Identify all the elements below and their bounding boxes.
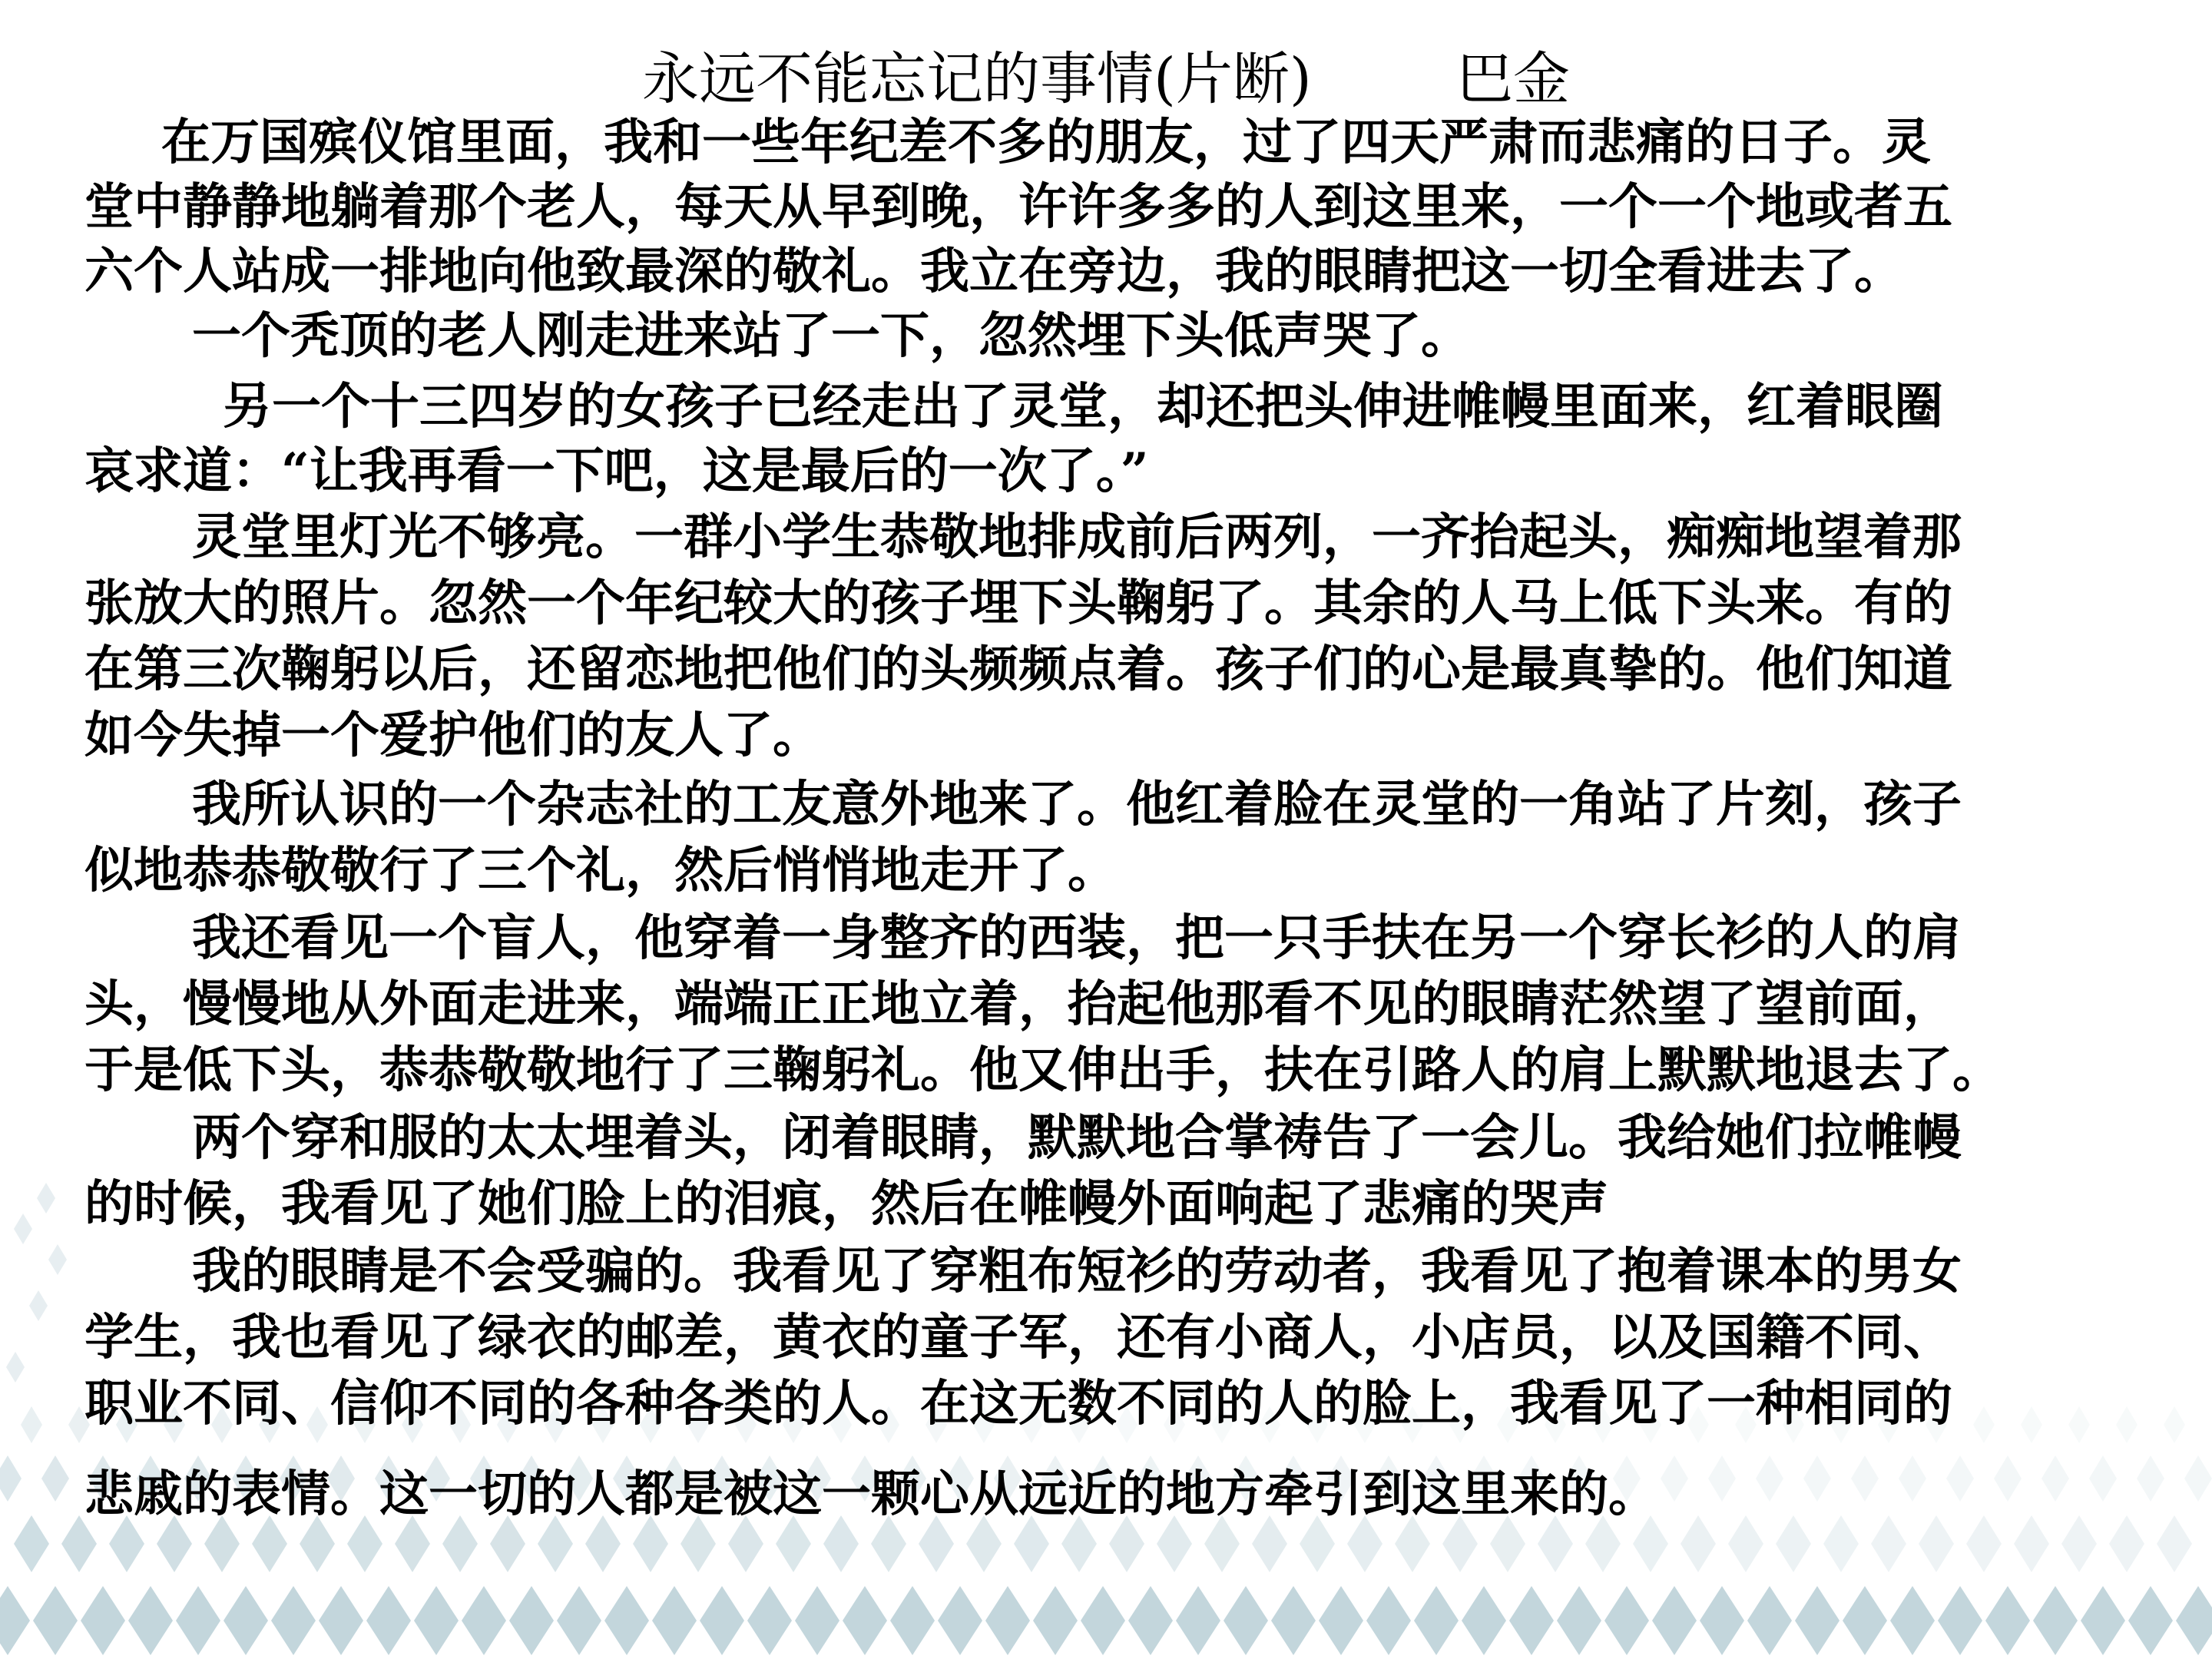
text-line: 哀求道：“让我再看一下吧，这是最后的一次了。” — [84, 442, 1149, 500]
diamond-shape — [176, 1586, 220, 1655]
diamond-shape — [462, 1586, 506, 1655]
diamond-shape — [1081, 1586, 1125, 1655]
diamond-shape — [81, 1586, 125, 1655]
text-line: 我的眼睛是不会受骗的。我看见了穿粗布短衫的劳动者，我看见了抱着课本的男女 — [192, 1243, 1962, 1300]
diamond-shape — [2109, 1515, 2144, 1572]
diamond-shape — [795, 1586, 839, 1655]
diamond-shape — [29, 1290, 48, 1321]
diamond-shape — [0, 1586, 30, 1655]
diamond-shape — [37, 1183, 55, 1214]
diamond-shape — [1033, 1586, 1078, 1655]
diamond-shape — [14, 1515, 49, 1572]
diamond-shape — [414, 1586, 459, 1655]
diamond-shape — [128, 1586, 173, 1655]
diamond-shape — [1966, 1515, 2002, 1572]
diamond-shape — [2068, 1406, 2090, 1443]
diamond-shape — [2089, 1455, 2117, 1502]
diamond-shape — [33, 1586, 78, 1655]
diamond-shape — [1946, 1455, 1974, 1502]
diamond-shape — [890, 1586, 935, 1655]
text-line: 于是低下头，恭恭敬敬地行了三鞠躬礼。他又伸出手，扶在引路人的肩上默默地退去了。 — [84, 1041, 2002, 1099]
diamond-shape — [1919, 1515, 1954, 1572]
diamond-shape — [747, 1586, 792, 1655]
diamond-shape — [1795, 1586, 1839, 1655]
diamond-shape — [2081, 1586, 2125, 1655]
diamond-shape — [1938, 1586, 1982, 1655]
diamond-shape — [1994, 1455, 2022, 1502]
diamond-shape — [1681, 1515, 1716, 1572]
diamond-shape — [224, 1586, 268, 1655]
diamond-shape — [2021, 1406, 2042, 1443]
diamond-shape — [1176, 1586, 1220, 1655]
diamond-shape — [1890, 1586, 1935, 1655]
diamond-shape — [2041, 1455, 2069, 1502]
text-line: 另一个十三四岁的女孩子已经走出了灵堂，却还把头伸进帷幔里面来，红着眼圈 — [223, 378, 1943, 435]
diamond-shape — [1700, 1586, 1744, 1655]
diamond-shape — [1973, 1406, 1995, 1443]
diamond-shape — [1414, 1586, 1459, 1655]
diamond-shape — [319, 1586, 363, 1655]
diamond-shape — [1509, 1586, 1554, 1655]
diamond-shape — [2176, 1586, 2212, 1655]
diamond-shape — [271, 1586, 316, 1655]
text-line: 六个人站成一排地向他致最深的敬礼。我立在旁边，我的眼睛把这一切全看进去了。 — [84, 243, 1903, 300]
diamond-shape — [1557, 1586, 1601, 1655]
diamond-shape — [1271, 1586, 1316, 1655]
diamond-shape — [843, 1586, 887, 1655]
text-line: 在第三次鞠躬以后，还留恋地把他们的头频频点着。孩子们的心是最真挚的。他们知道 — [84, 641, 1952, 698]
diamond-shape — [14, 1214, 32, 1244]
text-line: 在万国殡仪馆里面，我和一些年纪差不多的朋友，过了四天严肃而悲痛的日子。灵 — [161, 114, 1931, 171]
diamond-shape — [2116, 1406, 2137, 1443]
diamond-shape — [48, 1244, 67, 1275]
diamond-shape — [6, 1352, 25, 1382]
diamond-shape — [1604, 1586, 1649, 1655]
diamond-shape — [2033, 1586, 2078, 1655]
diamond-shape — [21, 1406, 42, 1443]
diamond-shape — [509, 1586, 554, 1655]
diamond-shape — [1851, 1455, 1879, 1502]
diamond-shape — [1747, 1586, 1792, 1655]
diamond-shape — [1899, 1455, 1926, 1502]
diamond-shape — [1366, 1586, 1411, 1655]
diamond-shape — [2137, 1455, 2164, 1502]
diamond-shape — [557, 1586, 601, 1655]
diamond-shape — [1128, 1586, 1173, 1655]
text-line: 一个秃顶的老人刚走进来站了一下，忽然埋下头低声哭了。 — [192, 307, 1470, 365]
text-line: 两个穿和服的太太埋着头，闭着眼睛，默默地合掌祷告了一会儿。我给她们拉帷幔 — [192, 1109, 1962, 1167]
diamond-shape — [1319, 1586, 1363, 1655]
text-line: 学生，我也看见了绿衣的邮差，黄衣的童子军，还有小商人，小店员，以及国籍不同、 — [84, 1309, 1952, 1366]
text-line: 职业不同、信仰不同的各种各类的人。在这无数不同的人的脸上，我看见了一种相同的 — [84, 1375, 1952, 1432]
diamond-shape — [366, 1586, 411, 1655]
diamond-shape — [2014, 1515, 2049, 1572]
diamond-shape — [652, 1586, 697, 1655]
diamond-shape — [2157, 1515, 2192, 1572]
text-line: 灵堂里灯光不够亮。一群小学生恭敬地排成前后两列，一齐抬起头，痴痴地望着那 — [192, 508, 1962, 566]
diamond-shape — [1728, 1515, 1763, 1572]
diamond-shape — [2128, 1586, 2173, 1655]
text-line: 堂中静静地躺着那个老人，每天从早到晚，许许多多的人到这里来，一个一个地或者五 — [84, 178, 1952, 236]
text-line: 张放大的照片。忽然一个年纪较大的孩子埋下头鞠躬了。其余的人马上低下头来。有的 — [84, 575, 1952, 632]
diamond-shape — [1661, 1455, 1688, 1502]
diamond-shape — [938, 1586, 982, 1655]
text-line: 头，慢慢地从外面走进来，端端正正地立着，抬起他那看不见的眼睛茫然望了望前面， — [84, 975, 1952, 1033]
diamond-shape — [2061, 1515, 2097, 1572]
diamond-shape — [700, 1586, 744, 1655]
diamond-shape — [985, 1586, 1030, 1655]
text-line: 的时候，我看见了她们脸上的泪痕，然后在帷幔外面响起了悲痛的哭声 — [84, 1175, 1608, 1233]
text-line: 如今失掉一个爱护他们的友人了。 — [84, 707, 822, 764]
diamond-shape — [1843, 1586, 1887, 1655]
page-title: 永远不能忘记的事情(片断) 巴金 — [642, 46, 1570, 112]
text-line: 我所认识的一个杂志社的工友意外地来了。他红着脸在灵堂的一角站了片刻，孩子 — [192, 776, 1962, 833]
diamond-shape — [1871, 1515, 1906, 1572]
text-line: 悲戚的表情。这一切的人都是被这一颗心从远近的地方牵引到这里来的。 — [84, 1465, 1657, 1523]
diamond-shape — [41, 1455, 69, 1502]
diamond-shape — [2164, 1406, 2185, 1443]
diamond-shape — [0, 1455, 22, 1502]
diamond-shape — [1985, 1586, 2030, 1655]
diamond-shape — [1823, 1515, 1859, 1572]
diamond-shape — [1756, 1455, 1783, 1502]
text-line: 我还看见一个盲人，他穿着一身整齐的西装，把一只手扶在另一个穿长衫的人的肩 — [192, 909, 1962, 967]
diamond-shape — [1708, 1455, 1736, 1502]
diamond-shape — [1224, 1586, 1268, 1655]
diamond-shape — [1776, 1515, 1811, 1572]
diamond-shape — [604, 1586, 649, 1655]
text-line: 似地恭恭敬敬行了三个礼，然后悄悄地走开了。 — [84, 842, 1117, 899]
diamond-shape — [2184, 1455, 2212, 1502]
diamond-shape — [1652, 1586, 1697, 1655]
diamond-shape — [1462, 1586, 1506, 1655]
diamond-shape — [1803, 1455, 1831, 1502]
